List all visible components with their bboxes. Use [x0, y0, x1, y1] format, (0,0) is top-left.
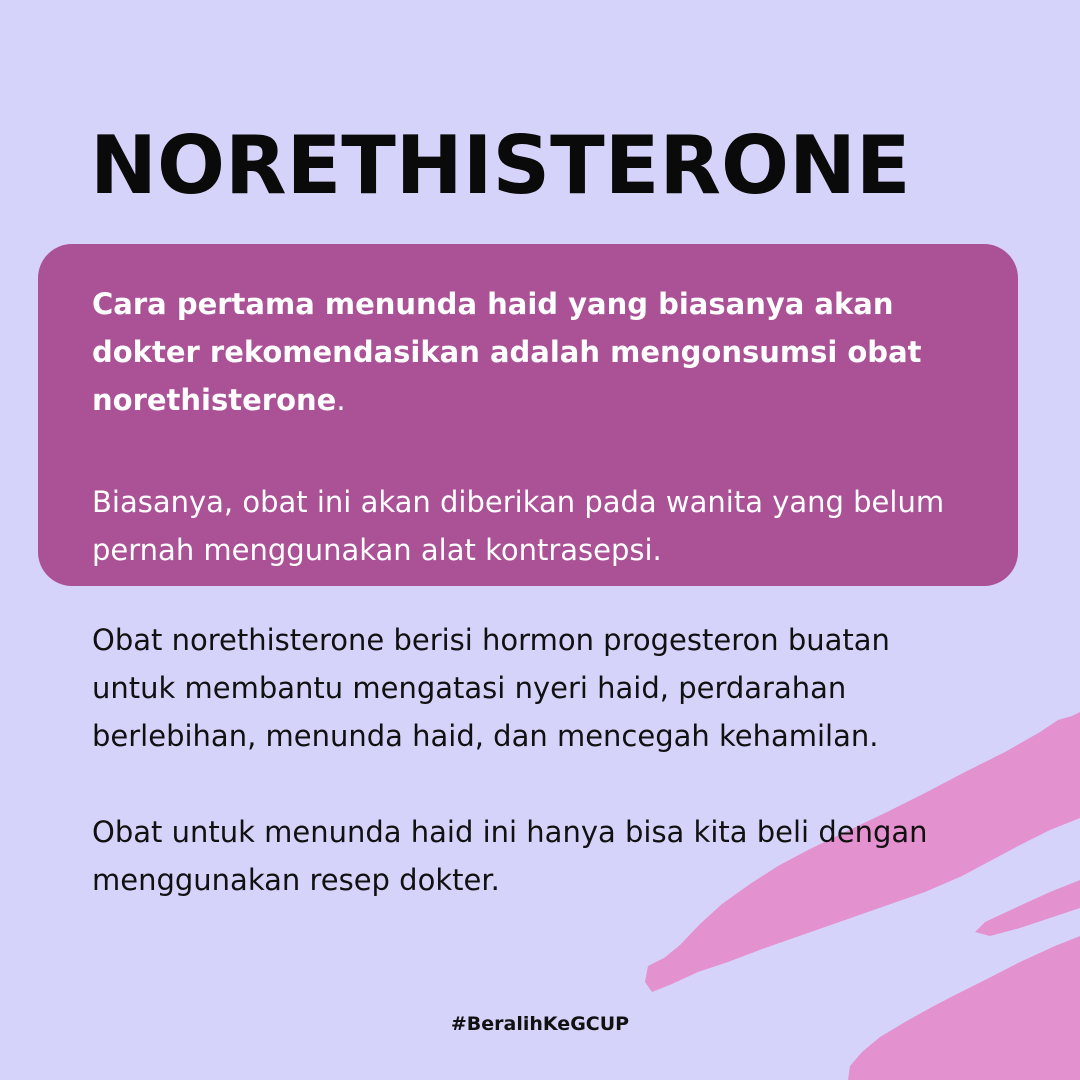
page-title: NORETHISTERONE	[90, 119, 911, 212]
footer-hashtag: #BeralihKeGCUP	[450, 1013, 630, 1035]
card-lead-period: .	[336, 383, 346, 417]
highlight-card	[38, 244, 1018, 586]
body-paragraph-2: Obat untuk menunda haid ini hanya bisa kita beli dengan menggunakan resep dokter.	[92, 815, 928, 897]
brush-stroke-connector	[975, 880, 1080, 936]
body-text-block	[92, 616, 952, 904]
card-sub-text: Biasanya, obat ini akan diberikan pada wanita yang belum pernah menggunakan alat kontrasepsi.	[92, 485, 945, 567]
body-paragraph-1: Obat norethisterone berisi hormon progesteron buatan untuk membantu mengatasi nyeri haid, perdarahan berlebihan, menunda haid, dan mencegah kehamilan.	[92, 623, 890, 753]
card-lead-text	[92, 280, 978, 424]
brush-stroke-lower	[848, 936, 1080, 1080]
card-lead-strong: Cara pertama menunda haid yang biasanya akan dokter rekomendasikan adalah mengonsumsi obat norethisterone	[92, 287, 922, 417]
